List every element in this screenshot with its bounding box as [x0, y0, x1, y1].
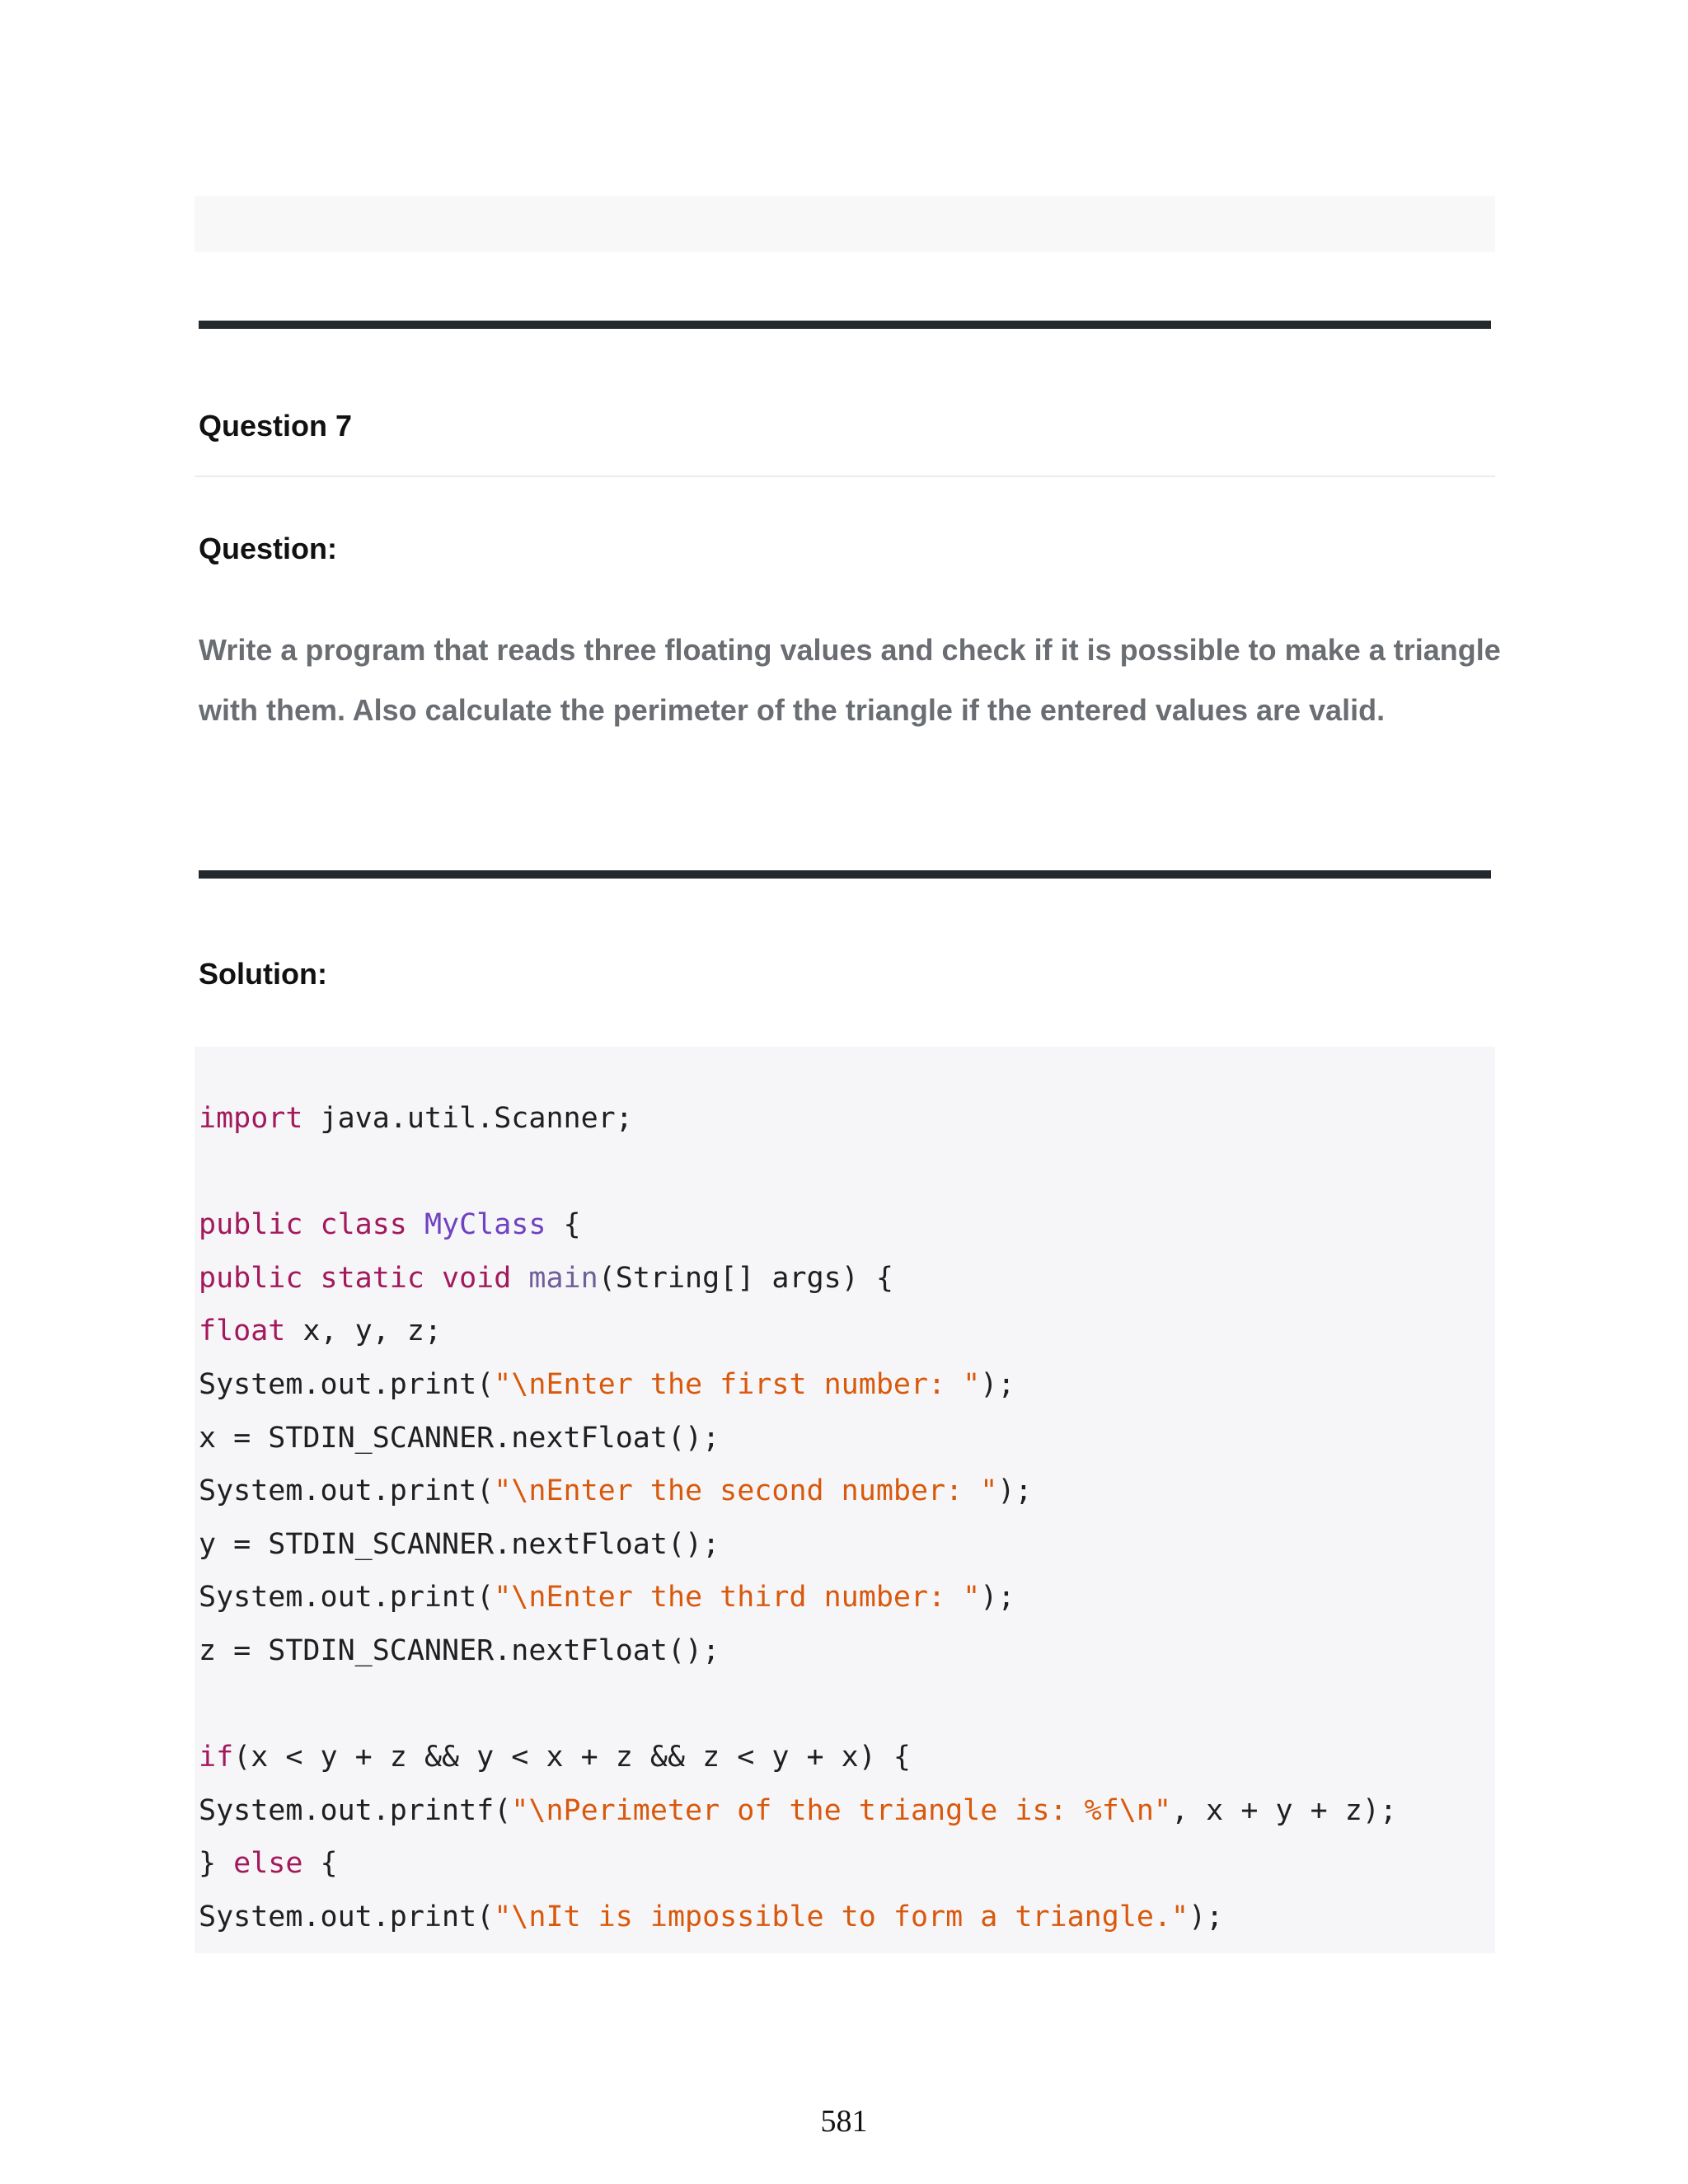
code-token: x, y, z;	[285, 1315, 443, 1348]
code-token: {	[546, 1208, 581, 1242]
section-divider	[199, 321, 1491, 329]
code-line	[199, 1092, 1397, 1146]
code-token: import	[199, 1102, 303, 1135]
code-token: float	[199, 1315, 286, 1348]
code-line	[199, 1465, 1397, 1518]
code-token: );	[980, 1581, 1015, 1615]
code-line	[199, 1412, 1397, 1465]
code-token: public	[199, 1261, 303, 1295]
code-line	[199, 1891, 1397, 1944]
code-token: System.out.print(	[199, 1581, 495, 1615]
code-token	[424, 1262, 442, 1295]
code-token: "\nIt is impossible to form a triangle."	[494, 1900, 1189, 1933]
heading-underline	[195, 476, 1495, 477]
code-token: else	[233, 1847, 303, 1881]
code-token: x = STDIN_SCANNER.nextFloat();	[199, 1421, 720, 1455]
code-token: }	[199, 1847, 234, 1881]
code-token: y = STDIN_SCANNER.nextFloat();	[199, 1527, 720, 1561]
code-line	[199, 1518, 1397, 1572]
code-token: );	[1189, 1900, 1224, 1933]
code-token	[511, 1262, 528, 1295]
code-token: z = STDIN_SCANNER.nextFloat();	[199, 1633, 720, 1667]
code-line	[199, 1358, 1397, 1412]
page-number: 581	[820, 2104, 868, 2139]
code-token: "\nPerimeter of the triangle is: %f\n"	[511, 1793, 1172, 1827]
code-line	[199, 1837, 1397, 1891]
code-line	[199, 1252, 1397, 1305]
code-token: );	[997, 1474, 1033, 1508]
top-code-block-remnant	[195, 196, 1495, 252]
code-token: System.out.print(	[199, 1474, 495, 1508]
code-token: , x + y + z);	[1171, 1793, 1397, 1827]
code-line	[199, 1571, 1397, 1624]
question-number-heading: Question 7	[199, 409, 353, 443]
question-label: Question:	[199, 532, 337, 565]
code-token: );	[980, 1367, 1015, 1401]
solution-label: Solution:	[199, 957, 327, 991]
code-token	[302, 1208, 320, 1241]
code-token: MyClass	[424, 1208, 546, 1242]
code-line	[199, 1678, 1397, 1732]
code-line	[199, 1305, 1397, 1358]
code-listing	[199, 1092, 1397, 1944]
code-token: void	[442, 1261, 512, 1295]
code-token: static	[320, 1261, 424, 1295]
code-token: {	[302, 1847, 338, 1881]
code-token: "\nEnter the first number: "	[494, 1367, 981, 1401]
code-token: "\nEnter the second number: "	[494, 1474, 998, 1508]
code-line	[199, 1731, 1397, 1784]
code-line	[199, 1146, 1397, 1199]
code-token	[407, 1208, 424, 1241]
code-line	[199, 1624, 1397, 1678]
code-token: (x < y + z && y < x + z && z < y + x) {	[233, 1741, 911, 1774]
code-line	[199, 1198, 1397, 1252]
section-divider	[199, 870, 1491, 879]
code-token: System.out.print(	[199, 1900, 495, 1933]
code-token: java.util.Scanner;	[302, 1102, 633, 1135]
code-token: "\nEnter the third number: "	[494, 1581, 981, 1615]
code-token: (String[] args) {	[598, 1261, 893, 1295]
code-token: System.out.print(	[199, 1367, 495, 1401]
code-token: System.out.printf(	[199, 1793, 512, 1827]
code-token: if	[199, 1741, 234, 1774]
code-token: public	[199, 1208, 303, 1242]
question-text: Write a program that reads three floating values and check if it is possible to make a triangle with them. Also calculate the perimeter of the triangle if the entered values are valid.	[199, 633, 1501, 727]
code-token: main	[528, 1261, 598, 1295]
code-token	[302, 1262, 320, 1295]
code-line	[199, 1784, 1397, 1838]
code-token: class	[320, 1208, 407, 1242]
